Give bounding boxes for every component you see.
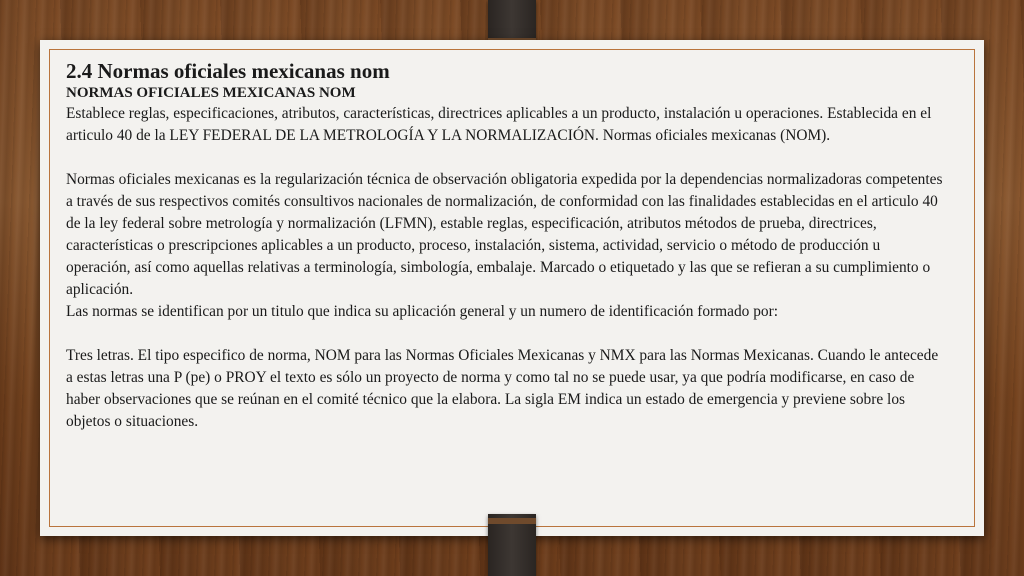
slide-card xyxy=(40,40,984,536)
slide-subtitle: NORMAS OFICIALES MEXICANAS NOM xyxy=(66,85,356,101)
slide-content xyxy=(66,59,946,433)
paragraph-three-letters: Tres letras. El tipo especifico de norma, NOM para las Normas Oficiales Mexicanas y NMX para las Normas Mexicanas. Cuando le antecede a estas letras una P (pe) o PROY el texto es sólo un proyecto de norma y como tal no se puede usar, ya que podría modificarse, en caso de haber observaciones que se reúnan en el comité técnico que la elabora. La sigla EM indica un estado de emergencia y previene sobre los objetos o situaciones. xyxy=(66,347,939,430)
paragraph-definition: Establece reglas, especificaciones, atributos, características, directrices aplicables a un producto, instalación u operaciones. Establecida en el articulo 40 de la LEY FEDERAL DE LA METROLOGÍA Y LA NORMALIZACIÓN. Normas oficiales mexicanas (NOM). xyxy=(66,105,932,144)
slide-title: 2.4 Normas oficiales mexicanas nom xyxy=(66,59,390,83)
paragraph-identification: Las normas se identifican por un titulo que indica su aplicación general y un numero de identificación formado por: xyxy=(66,303,779,320)
paragraph-description: Normas oficiales mexicanas es la regularización técnica de observación obligatoria expedida por la dependencias normalizadoras competentes a través de sus respectivos comités consultivos nacionales de normalización, de conformidad con las finalidades establecidas en el articulo 40 de la ley federal sobre metrología y normalización (LFMN), estable reglas, especificación, atributos métodos de prueba, directrices, características o prescripciones aplicables a un producto, proceso, instalación, sistema, actividad, servicio o método de producción u operación, así como aquellas relativas a terminología, simbología, embalaje. Marcado o etiquetado y las que se refieran a su cumplimiento o aplicación. xyxy=(66,171,943,298)
bottom-binder-clip xyxy=(488,514,536,576)
